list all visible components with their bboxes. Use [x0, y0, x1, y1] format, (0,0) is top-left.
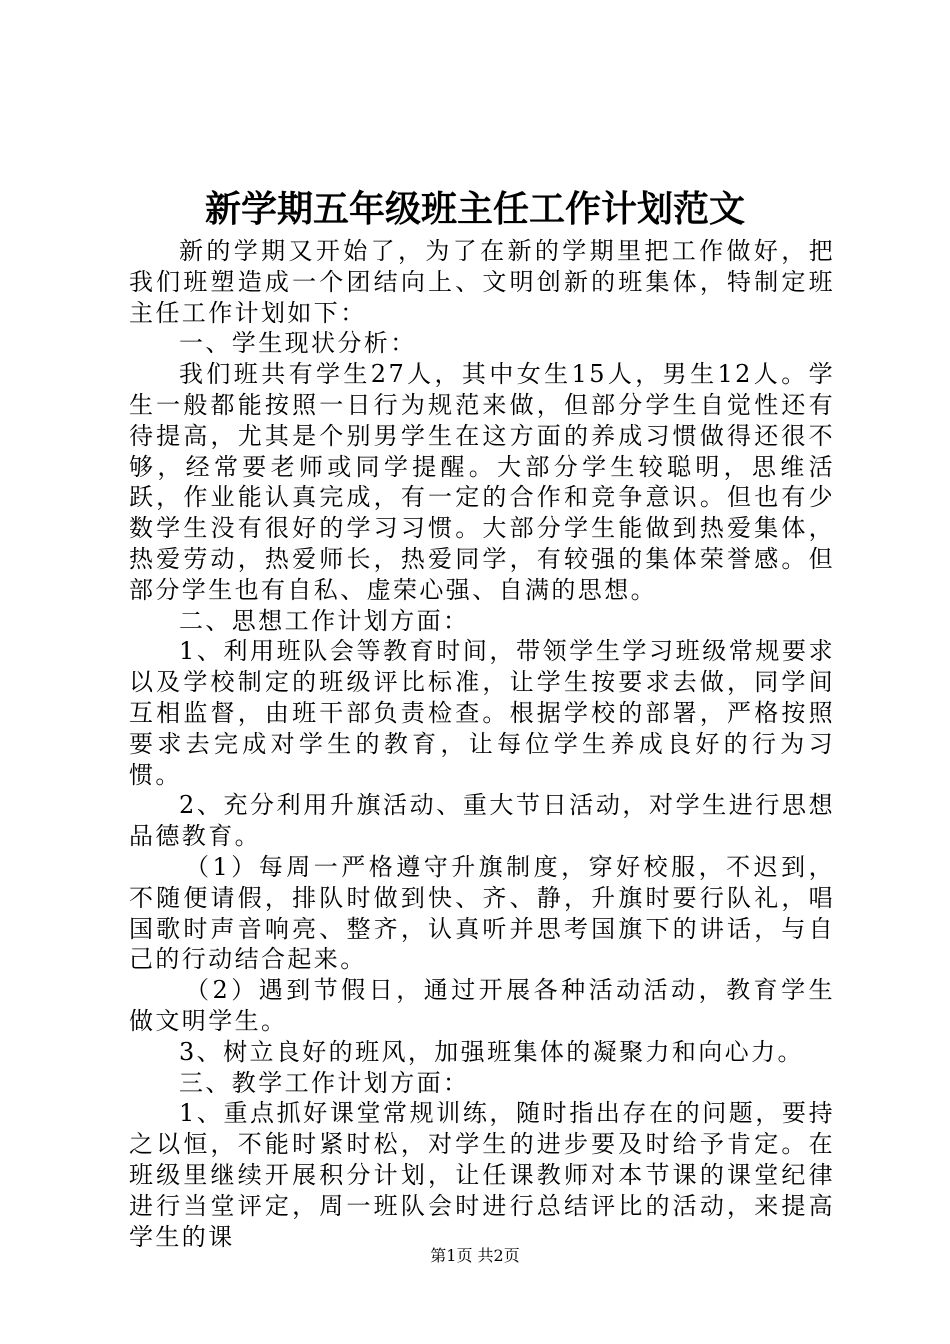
paragraph-ideology-item-1: 1、利用班队会等教育时间，带领学生学习班级常规要求以及学校制定的班级评比标准，让学生按要求去做，同学间互相监督，由班干部负责检查。根据学校的部署，严格按照要求去完成对学生的教育，让每位学生养成良好的行为习惯。 [129, 637, 835, 789]
section-heading-student-status: 一、学生现状分析： [179, 329, 417, 358]
section-heading-teaching-work: 三、教学工作计划方面： [179, 1068, 470, 1097]
document-title: 新学期五年级班主任工作计划范文 [204, 188, 745, 230]
paragraph-intro: 新的学期又开始了，为了在新的学期里把工作做好，把我们班塑造成一个团结向上、文明创新的班集体，特制定班主任工作计划如下： [129, 237, 835, 327]
page-footer: 第1页 共2页 [430, 1246, 520, 1265]
document-body [129, 236, 835, 1252]
paragraph-ideology-item-2: 2、充分利用升旗活动、重大节日活动，对学生进行思想品德教育。 [129, 791, 835, 851]
paragraph-ideology-subitem-1: （1）每周一严格遵守升旗制度，穿好校服，不迟到，不随便请假，排队时做到快、齐、静，升旗时要行队礼，唱国歌时声音响亮、整齐，认真听并思考国旗下的讲话，与自己的行动结合起来。 [129, 852, 835, 974]
paragraph-teaching-item-1: 1、重点抓好课堂常规训练，随时指出存在的问题，要持之以恒，不能时紧时松，对学生的进步要及时给予肯定。在班级里继续开展积分计划，让任课教师对本节课的课堂纪律进行当堂评定，周一班队会时进行总结评比的活动，来提高学生的课 [129, 1099, 835, 1251]
paragraph-ideology-item-3: 3、树立良好的班风，加强班集体的凝聚力和向心力。 [179, 1037, 804, 1066]
section-heading-ideology-work: 二、思想工作计划方面： [179, 606, 470, 635]
paragraph-student-analysis: 我们班共有学生27人，其中女生15人，男生12人。学生一般都能按照一日行为规范来做，但部分学生自觉性还有待提高，尤其是个别男学生在这方面的养成习惯做得还很不够，经常要老师或同学提醒。大部分学生较聪明，思维活跃，作业能认真完成，有一定的合作和竞争意识。但也有少数学生没有很好的学习习惯。大部分学生能做到热爱集体，热爱劳动，热爱师长，热爱同学，有较强的集体荣誉感。但部分学生也有自私、虚荣心强、自满的思想。 [129, 360, 835, 604]
paragraph-ideology-subitem-2: （2）遇到节假日，通过开展各种活动活动，教育学生做文明学生。 [129, 976, 835, 1035]
